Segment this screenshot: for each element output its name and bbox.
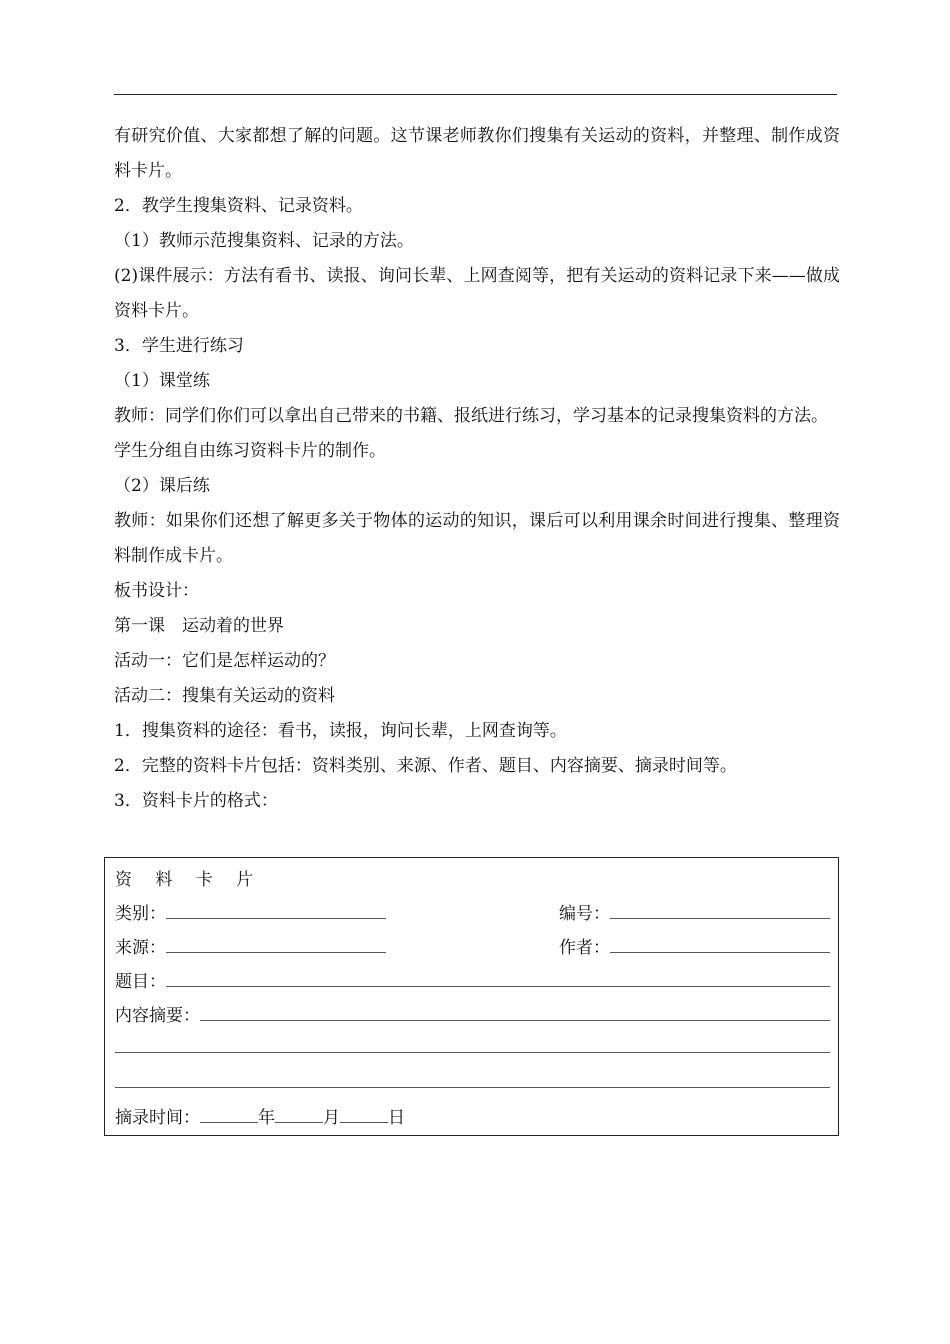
- number-label: 编号：: [559, 904, 610, 924]
- step-2-heading: 2．教学生搜集资料、记录资料。: [114, 196, 363, 216]
- month-label: 月: [323, 1108, 340, 1128]
- point-1: 1．搜集资料的途径：看书，读报，询问长辈，上网查询等。: [114, 721, 567, 741]
- year-blank[interactable]: [200, 1121, 258, 1123]
- header-rule: [114, 94, 837, 95]
- number-blank[interactable]: [610, 917, 830, 919]
- info-card: [104, 857, 839, 1136]
- card-title: 资 料 卡 片: [115, 870, 263, 890]
- teacher-instruction-1: 教师：同学们你们可以拿出自己带来的书籍、报纸进行练习，学习基本的记录搜集资料的方法。: [114, 406, 828, 426]
- time-label: 摘录时间：: [115, 1108, 200, 1128]
- card-row-summary: [115, 996, 830, 1026]
- category-blank[interactable]: [166, 917, 386, 919]
- paragraph-intro: 有研究价值、大家都想了解的问题。这节课老师教你们搜集有关运动的资料，并整理、制作成资料卡片。: [114, 126, 840, 181]
- activity-1: 活动一：它们是怎样运动的？: [114, 651, 335, 671]
- summary-line-2[interactable]: [115, 1052, 830, 1053]
- author-blank[interactable]: [610, 951, 830, 953]
- category-label: 类别：: [115, 904, 166, 924]
- card-row-time: [115, 1098, 830, 1128]
- card-row-subject: [115, 962, 830, 992]
- subject-blank[interactable]: [166, 985, 830, 987]
- month-blank[interactable]: [275, 1121, 323, 1123]
- subject-label: 题目：: [115, 972, 166, 992]
- source-label: 来源：: [115, 938, 166, 958]
- author-label: 作者：: [559, 938, 610, 958]
- teacher-instruction-2: 教师：如果你们还想了解更多关于物体的运动的知识，课后可以利用课余时间进行搜集、整理资料制作成卡片。: [114, 511, 840, 566]
- step-2-1: （1）教师示范搜集资料、记录的方法。: [114, 231, 414, 251]
- step-3-heading: 3．学生进行练习: [114, 336, 244, 356]
- summary-line-3[interactable]: [115, 1087, 830, 1088]
- point-3: 3．资料卡片的格式：: [114, 791, 278, 811]
- step-3-2: （2）课后练: [114, 476, 210, 496]
- step-2-2: (2)课件展示：方法有看书、读报、询问长辈、上网查阅等，把有关运动的资料记录下来——做成资料卡片。: [114, 266, 840, 321]
- summary-blank[interactable]: [200, 1019, 830, 1021]
- day-blank[interactable]: [340, 1121, 388, 1123]
- card-row-category: [115, 894, 830, 924]
- lesson-title: 第一课 运动着的世界: [114, 616, 284, 636]
- year-label: 年: [258, 1108, 275, 1128]
- source-blank[interactable]: [166, 951, 386, 953]
- document-body: [114, 119, 840, 819]
- point-2: 2．完整的资料卡片包括：资料类别、来源、作者、题目、内容摘要、摘录时间等。: [114, 756, 737, 776]
- activity-2: 活动二：搜集有关运动的资料: [114, 686, 335, 706]
- day-label: 日: [388, 1108, 405, 1128]
- step-3-1: （1）课堂练: [114, 371, 210, 391]
- board-design-heading: 板书设计：: [114, 581, 199, 601]
- student-activity: 学生分组自由练习资料卡片的制作。: [114, 441, 386, 461]
- card-title-row: [115, 860, 830, 890]
- card-row-source: [115, 928, 830, 958]
- summary-label: 内容摘要：: [115, 1006, 200, 1026]
